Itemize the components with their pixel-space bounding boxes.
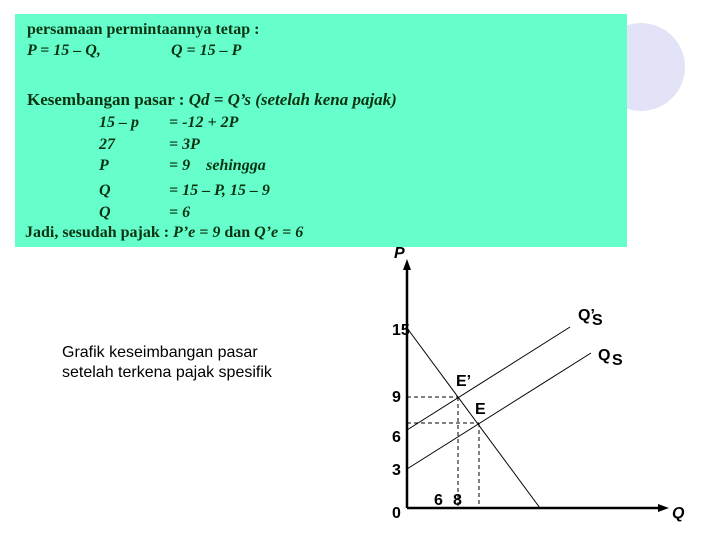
caption-line: Grafik keseimbangan pasar [62,344,258,361]
equilibrium-point-label: E’ [456,373,472,390]
series-line-qs [407,327,570,430]
step-right: = 6 [169,204,191,221]
conclusion-and: dan [224,224,251,241]
intro-text: persamaan permintaannya tetap : [27,21,260,38]
caption-line: setelah terkena pajak spesifik [62,364,272,381]
equilibrium-label: Kesembangan pasar : [27,90,185,109]
series-label-subscript: S [592,312,603,329]
series-line-qs [407,353,591,469]
y-tick-label: 9 [392,389,401,406]
step-right: = 15 – P, 15 – 9 [169,182,270,199]
conclusion-label: Jadi, sesudah pajak : [25,224,170,241]
step-left: Q [99,204,111,221]
y-tick-label: 6 [392,429,401,446]
equilibrium-eq: Qd = Q’s (setelah kena pajak) [188,90,397,109]
demand-eq-p: P = 15 – Q, [27,42,101,59]
conclusion-pe: P’e = 9 [173,224,221,241]
series-label: Q [598,347,611,364]
step-left: P [99,157,109,174]
step-left: 15 – p [99,114,139,131]
x-tick-label: 6 [434,492,443,509]
step-right: = 9 sehingga [169,157,266,174]
series-label-subscript: S [612,352,623,369]
y-axis-label: P [394,245,405,262]
x-axis-label: Q [672,505,685,522]
series-line-demand [407,328,540,508]
y-tick-label: 3 [392,462,401,479]
x-tick-label: 8 [453,492,462,509]
y-tick-label: 0 [392,505,401,522]
step-right: = 3P [169,136,200,153]
step-left: Q [99,182,111,199]
step-left: 27 [99,136,115,153]
series-label: Q’ [578,307,595,324]
y-tick-label: 15 [392,322,410,339]
x-axis-arrow-icon [658,504,669,512]
conclusion-qe: Q’e = 6 [254,224,304,241]
equilibrium-point-label: E [475,401,486,418]
demand-eq-q: Q = 15 – P [171,42,242,59]
step-right: = -12 + 2P [169,114,239,131]
